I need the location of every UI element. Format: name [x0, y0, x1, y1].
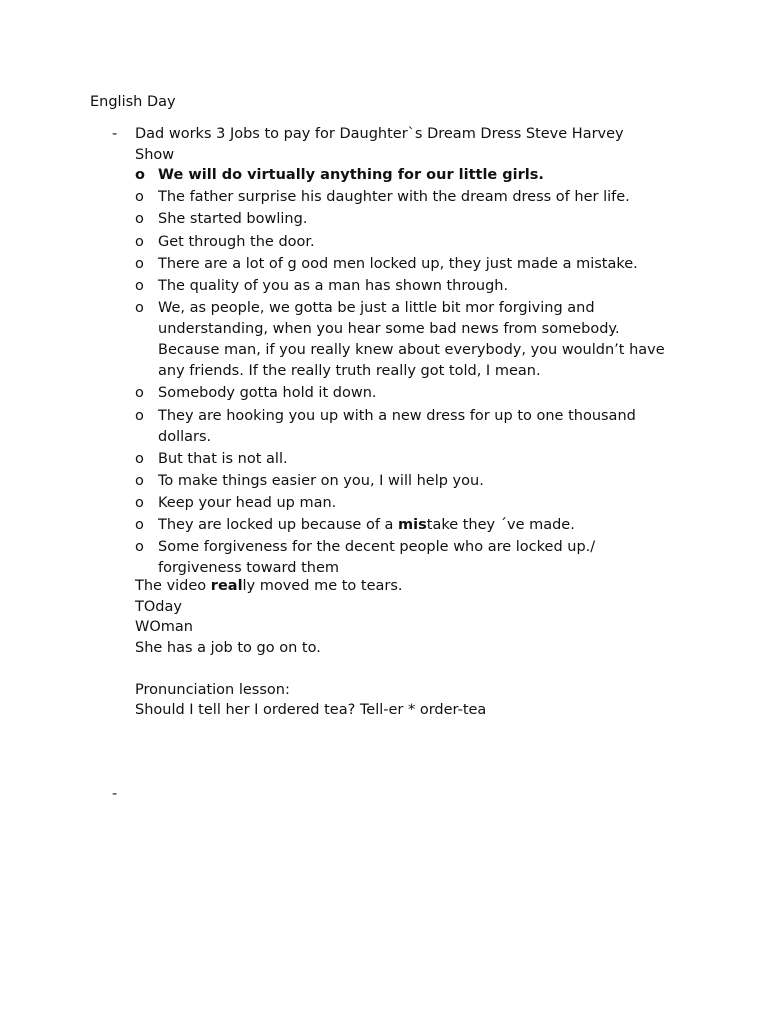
job-line: She has a job to go on to.	[135, 640, 321, 657]
video-heading: Dad works 3 Jobs to pay for Daughter`s Dream Dress Steve Harvey Show	[135, 126, 624, 163]
list-item: o But that is not all.	[135, 449, 680, 470]
list-item: o Get through the door.	[135, 232, 680, 253]
bullet-marker: o	[135, 189, 144, 206]
list-item: o They are hooking you up with a new dress for up to one thousand dollars.	[135, 407, 636, 445]
list-item: o There are a lot of g ood men locked up, they just made a mistake.	[135, 254, 680, 275]
bullet-marker: o	[135, 472, 144, 489]
list-item: o The father surprise his daughter with the dream dress of her life.	[135, 187, 680, 208]
list-item: o We will do virtually anything for our little girls.	[135, 165, 680, 186]
list-item: o Keep your head up man.	[135, 493, 680, 514]
bullet-marker: o	[135, 255, 144, 272]
list-item: o To make things easier on you, I will help you.	[135, 471, 680, 492]
bullet-marker: o	[135, 277, 144, 294]
video-reaction-line: The video really moved me to tears.	[135, 578, 403, 594]
bullet-marker: o	[135, 211, 144, 228]
bullet-marker: o	[135, 385, 144, 402]
document-title: English Day	[90, 94, 176, 110]
dash-bullet: -	[112, 126, 118, 142]
dash-bullet: -	[112, 786, 118, 802]
list-item: o The quality of you as a man has shown through.	[135, 276, 680, 297]
bullet-marker: o	[135, 407, 144, 424]
bullet-marker: o	[135, 300, 144, 317]
list-item: o We, as people, we gotta be just a little bit mor forgiving and understanding, when you hear some bad news from somebody. Because man, if you really knew about everybody, you wouldn’t have any friends. If the really truth really got told, I mean.	[135, 300, 665, 380]
bullet-marker: o	[135, 495, 144, 512]
woman-line: WOman	[135, 619, 193, 636]
pronunciation-example: Should I tell her I ordered tea? Tell-er * order-tea	[135, 702, 487, 719]
bullet-marker: o	[135, 450, 144, 467]
bullet-marker: o	[135, 233, 144, 250]
list-item: o Somebody gotta hold it down.	[135, 383, 680, 404]
list-item: o She started bowling.	[135, 209, 680, 230]
blank-line	[135, 659, 486, 680]
bullet-marker: o	[135, 517, 144, 534]
today-line: TOday	[135, 598, 182, 615]
bullet-marker: o	[135, 539, 144, 556]
list-item: o They are locked up because of a mistake they ´ve made.	[135, 515, 680, 536]
closing-notes	[135, 576, 486, 721]
pronunciation-label: Pronunciation lesson:	[135, 681, 290, 698]
list-item: o Some forgiveness for the decent people who are locked up./ forgiveness toward them	[135, 539, 596, 577]
notes-list	[135, 165, 680, 581]
bullet-marker: o	[135, 167, 145, 183]
